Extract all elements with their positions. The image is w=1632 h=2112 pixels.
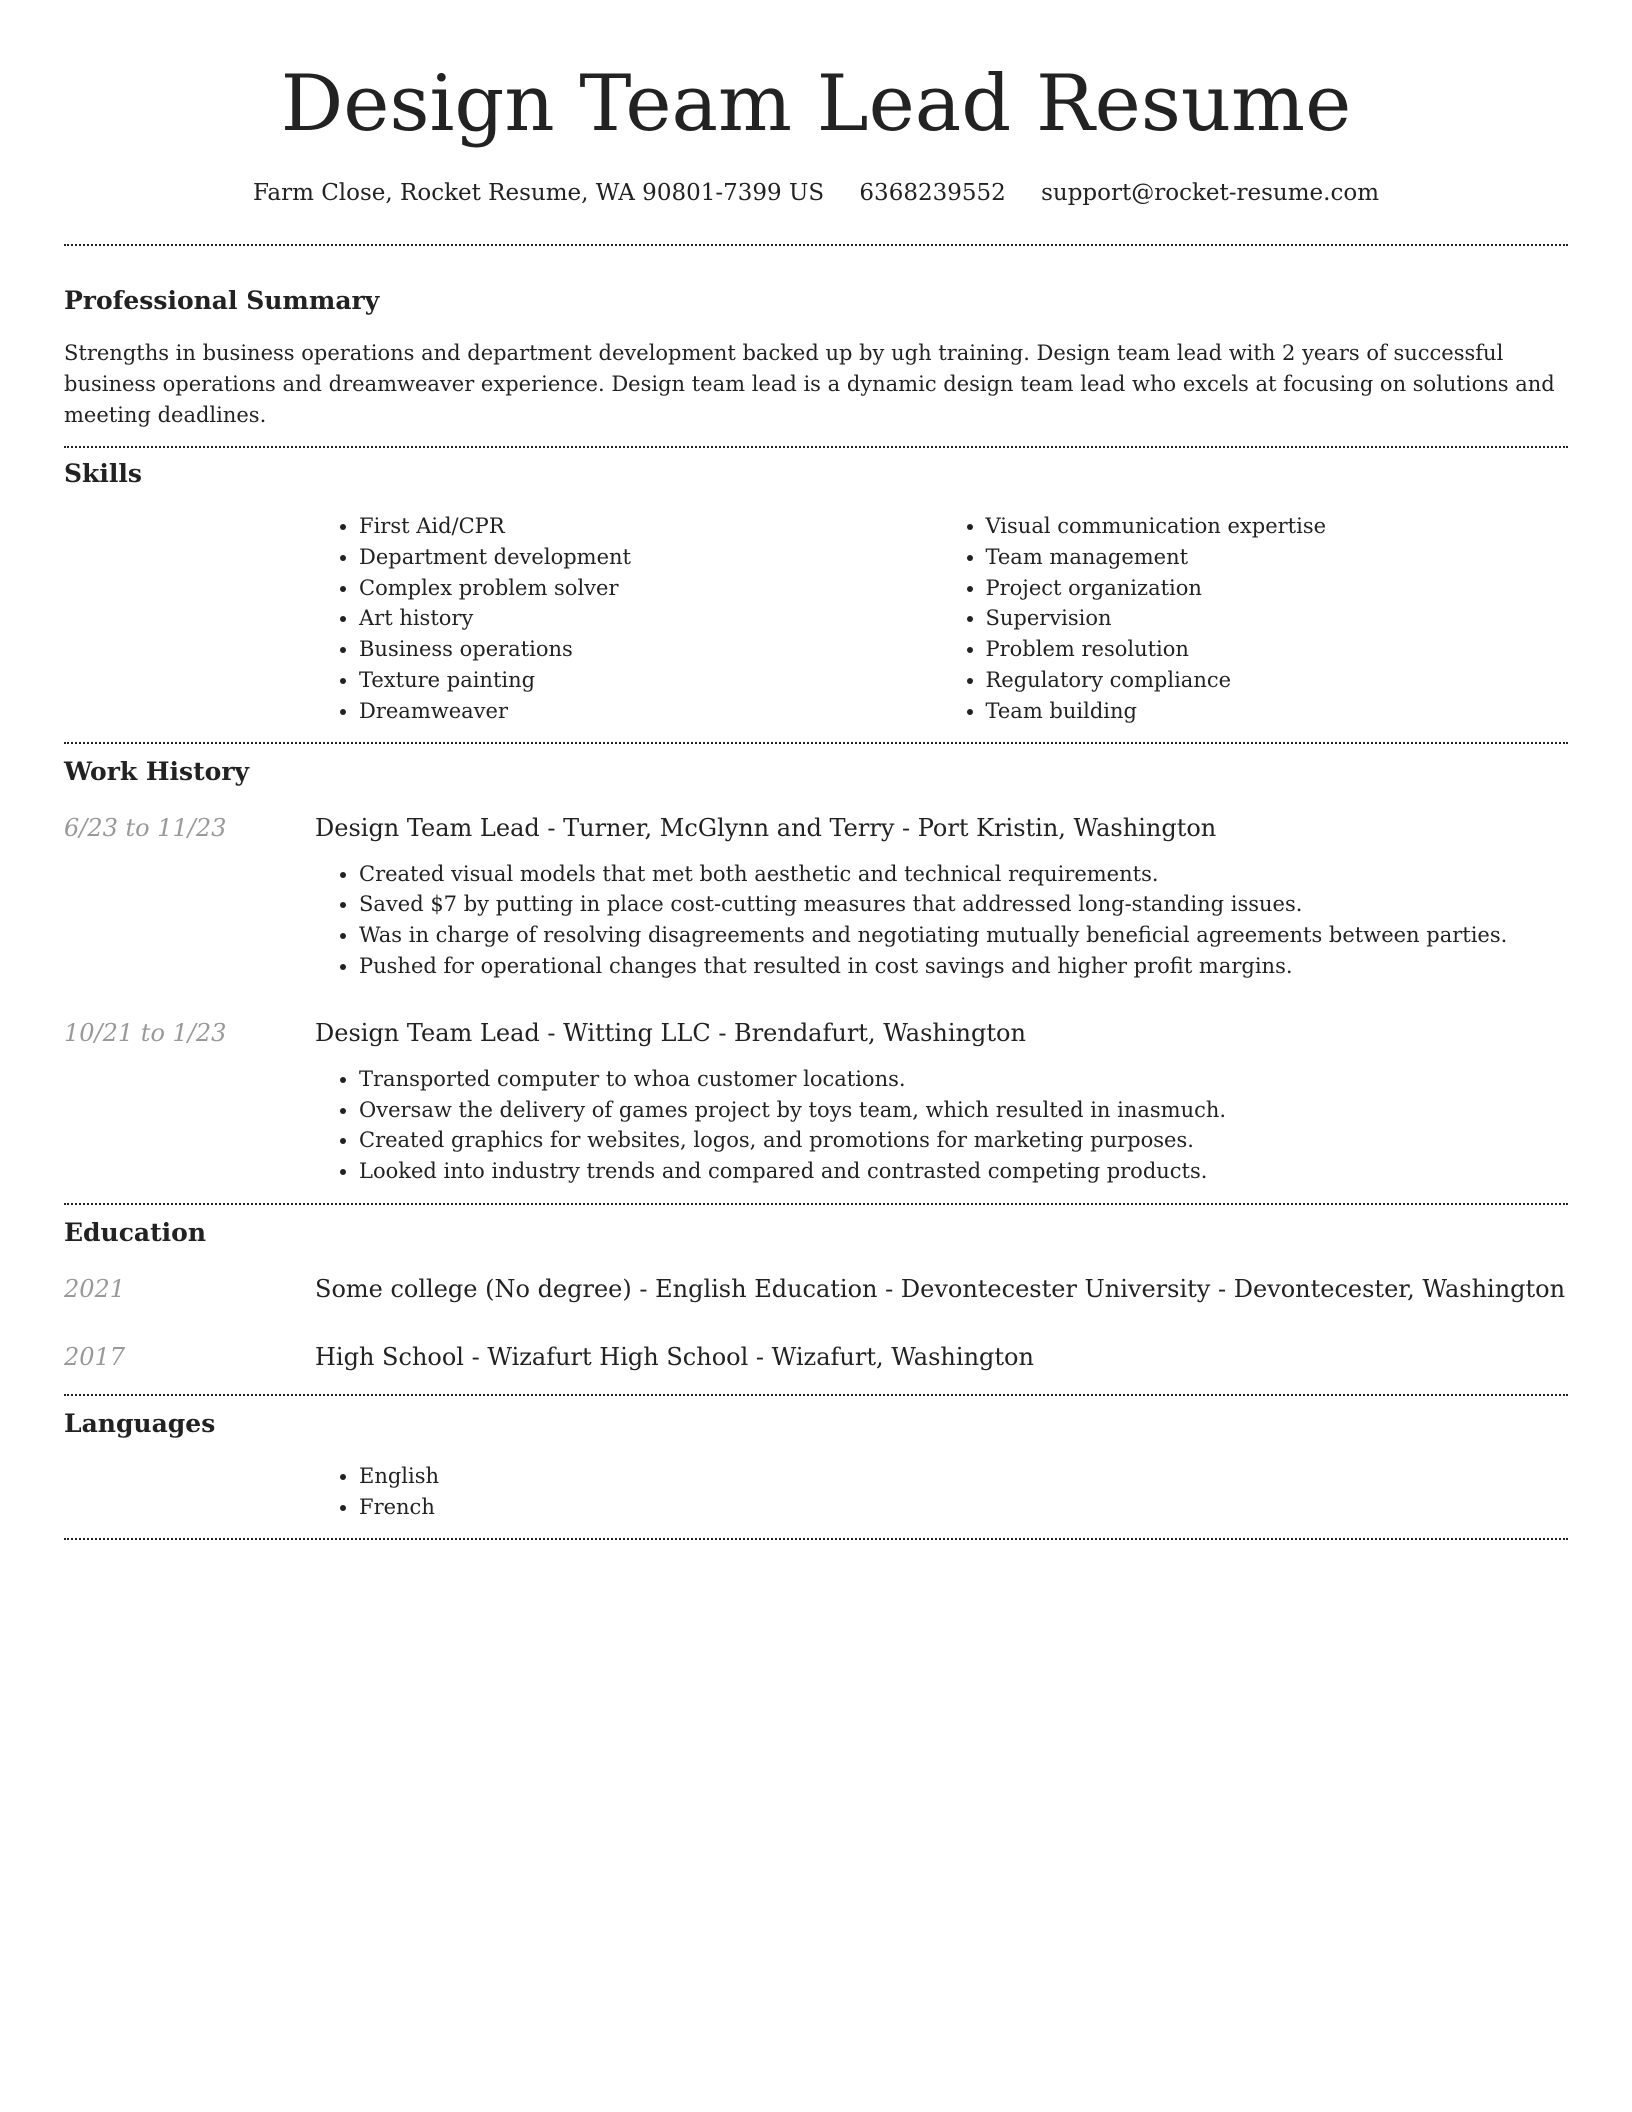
summary-text: Strengths in business operations and department development backed up by ugh training. Design team lead with 2 years of successful business operations and dreamweaver experience. Design team lead is a dynamic design team lead who excels at focusing on solutions and meeting deadlines. [64, 341, 1555, 427]
skills-columns [315, 511, 1568, 727]
contact-email: support@rocket-resume.com [1041, 180, 1380, 206]
skills-section [64, 457, 1568, 727]
contact-line [64, 176, 1568, 210]
education-entry [64, 1272, 1568, 1306]
list-item: • Art history [359, 603, 942, 634]
list-item: • Problem resolution [986, 634, 1569, 665]
languages-section [64, 1407, 1568, 1523]
divider [64, 742, 1568, 744]
list-item: • Department development [359, 542, 942, 573]
education-text: High School - Wizafurt High School - Wizafurt, Washington [315, 1342, 1034, 1371]
work-section [64, 755, 1568, 1187]
contact-address: Farm Close, Rocket Resume, WA 90801-7399 US [252, 180, 825, 206]
list-item: • Visual communication expertise [986, 511, 1569, 542]
divider [64, 1203, 1568, 1205]
education-year: 2021 [64, 1274, 126, 1303]
resume-page [64, 0, 1568, 1540]
education-text: Some college (No degree) - English Education - Devontecester University - Devontecester, Washington [315, 1274, 1566, 1303]
list-item: • Was in charge of resolving disagreements and negotiating mutually beneficial agreements between parties. [359, 920, 1568, 951]
list-item: • Team building [986, 696, 1569, 727]
job-entry [64, 1016, 1568, 1050]
education-year: 2017 [64, 1342, 126, 1371]
section-heading-languages: Languages [64, 1408, 216, 1438]
list-item: • First Aid/CPR [359, 511, 942, 542]
section-heading-skills: Skills [64, 459, 142, 488]
list-item: • English [359, 1461, 1568, 1492]
skills-list-left [315, 511, 942, 727]
contact-phone: 6368239552 [859, 180, 1006, 206]
list-item: • Business operations [359, 634, 942, 665]
list-item: • Dreamweaver [359, 696, 942, 727]
divider [64, 1394, 1568, 1396]
list-item: • Created graphics for websites, logos, and promotions for marketing purposes. [359, 1125, 1568, 1156]
job-title: Design Team Lead - Turner, McGlynn and Terry - Port Kristin, Washington [315, 813, 1217, 842]
summary-section [64, 284, 1568, 431]
job-title: Design Team Lead - Witting LLC - Brendafurt, Washington [315, 1018, 1026, 1047]
languages-list [315, 1461, 1568, 1523]
job-bullets [315, 859, 1568, 982]
list-item: • Team management [986, 542, 1569, 573]
list-item: • Supervision [986, 603, 1569, 634]
section-heading-work: Work History [64, 756, 250, 786]
list-item: • Oversaw the delivery of games project by toys team, which resulted in inasmuch. [359, 1095, 1568, 1126]
list-item: • Saved $7 by putting in place cost-cutting measures that addressed long-standing issues. [359, 889, 1568, 920]
list-item: • Complex problem solver [359, 573, 942, 604]
job-dates: 6/23 to 11/23 [64, 813, 227, 842]
divider [64, 244, 1568, 246]
page-title: Design Team Lead Resume [280, 59, 1352, 149]
skills-list-right [942, 511, 1569, 727]
section-heading-education: Education [64, 1217, 207, 1247]
divider [64, 1538, 1568, 1540]
list-item: • Regulatory compliance [986, 665, 1569, 696]
section-heading-summary: Professional Summary [64, 286, 380, 315]
list-item: • French [359, 1492, 1568, 1523]
list-item: • Pushed for operational changes that resulted in cost savings and higher profit margins. [359, 951, 1568, 982]
job-bullets [315, 1064, 1568, 1187]
list-item: • Created visual models that met both aesthetic and technical requirements. [359, 859, 1568, 890]
education-section [64, 1216, 1568, 1374]
list-item: • Project organization [986, 573, 1569, 604]
divider [64, 446, 1568, 448]
list-item: • Looked into industry trends and compared and contrasted competing products. [359, 1156, 1568, 1187]
education-entry [64, 1340, 1568, 1374]
list-item: • Transported computer to whoa customer locations. [359, 1064, 1568, 1095]
job-entry [64, 811, 1568, 845]
job-dates: 10/21 to 1/23 [64, 1018, 227, 1047]
list-item: • Texture painting [359, 665, 942, 696]
